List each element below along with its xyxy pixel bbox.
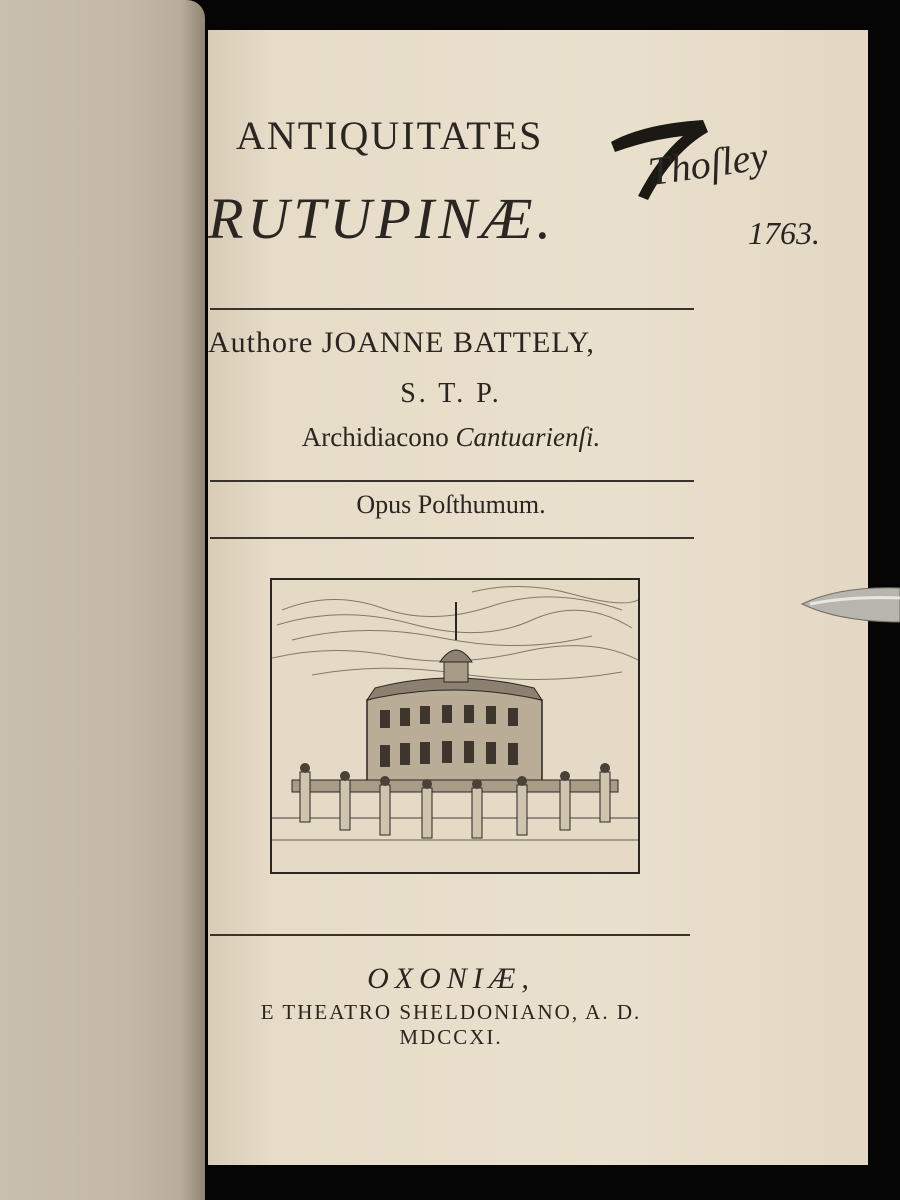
left-page	[0, 0, 205, 1200]
imprint-place: OXONIÆ,	[367, 962, 535, 995]
rule-middle	[210, 480, 694, 482]
sheldonian-theatre-engraving	[270, 578, 640, 874]
imprint-line: E THEATRO SHELDONIANO, A. D. MDCCXI.	[260, 1000, 642, 1049]
owner-signature-year: 1763.	[748, 215, 820, 251]
rule-top	[210, 308, 694, 310]
office-roman: Archidiacono	[301, 422, 456, 452]
author-office	[208, 422, 694, 453]
office-italic: Cantuarienſi.	[455, 422, 601, 452]
title-line-1: ANTIQUITATES	[236, 113, 544, 158]
posthumous-note: Opus Poſthumum.	[356, 490, 546, 519]
owner-signature-name: Thoſley	[645, 132, 771, 195]
rule-above-engraving	[210, 537, 694, 539]
title-line-2: RUTUPINÆ.	[208, 186, 555, 251]
author-line: Authore JOANNE BATTELY,	[208, 326, 595, 359]
rule-bottom	[210, 934, 690, 936]
author-degree: S. T. P.	[400, 378, 502, 409]
page-marker	[800, 582, 900, 628]
title-page	[208, 30, 868, 1165]
